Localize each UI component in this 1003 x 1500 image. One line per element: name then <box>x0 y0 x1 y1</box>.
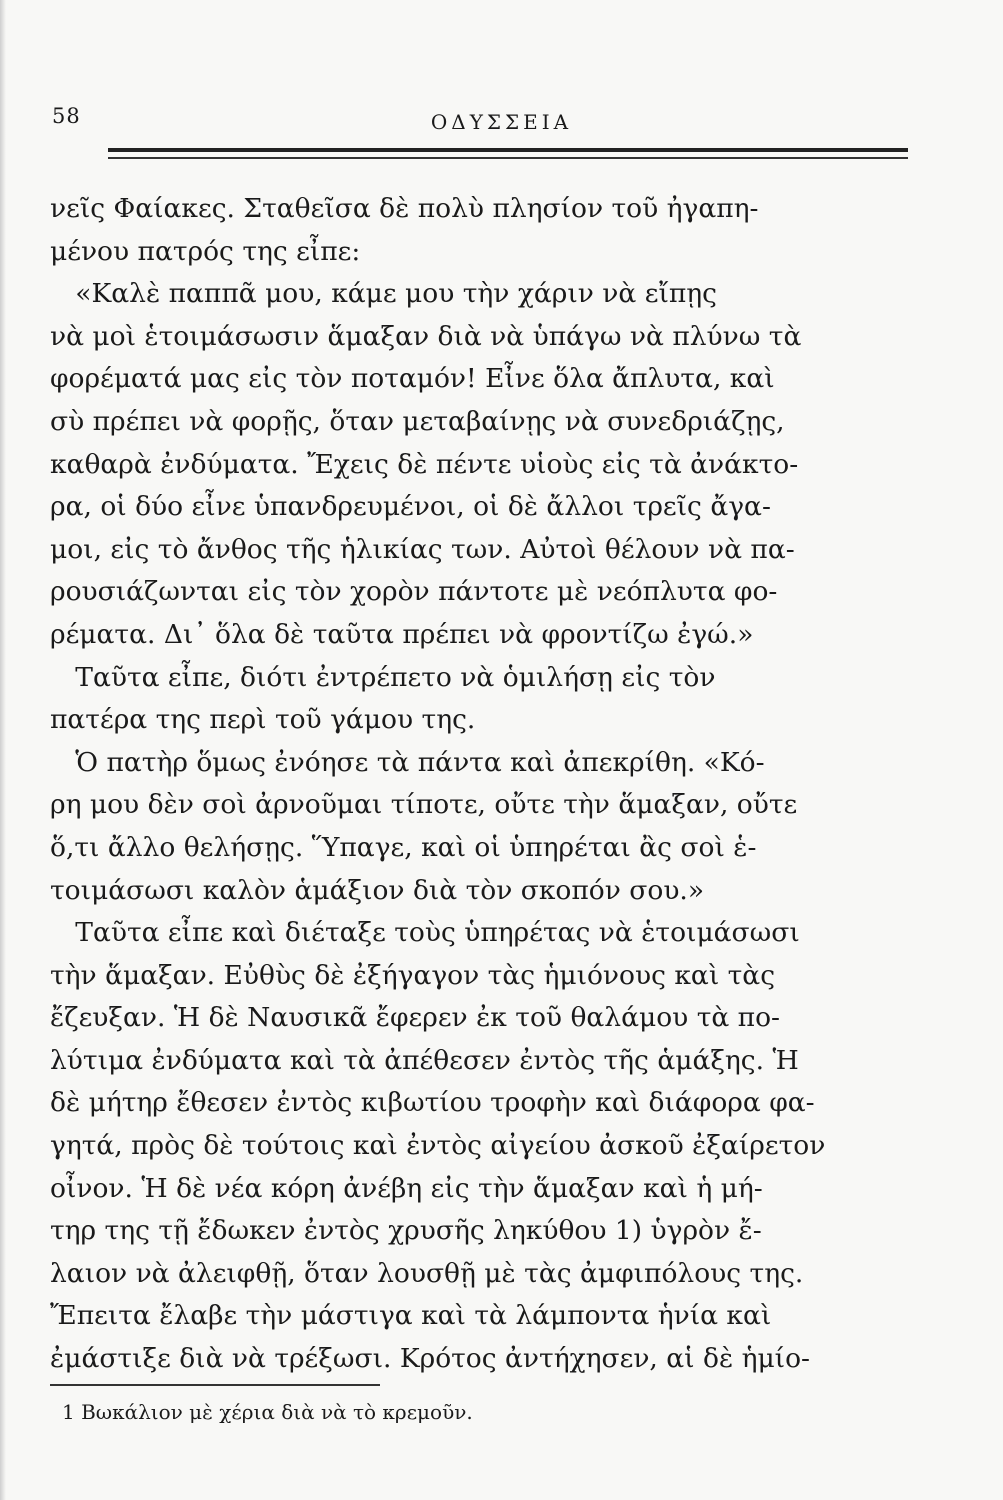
text-line: τηρ της τῇ ἔδωκεν ἐντὸς χρυσῆς ληκύθου 1) ὑγρὸν ἔ- <box>50 1215 762 1247</box>
text-line: λύτιμα ἐνδύματα καὶ τὰ ἀπέθεσεν ἐντὸς τῆς ἁμάξης. Ἡ <box>50 1044 799 1076</box>
text-line: τοιμάσωσι καλὸν ἁμάξιον διὰ τὸν σκοπόν σου.» <box>50 874 705 906</box>
page-gutter-shadow <box>0 0 6 1500</box>
text-line: μοι, εἰς τὸ ἄνθος τῆς ἡλικίας των. Αὐτοὶ θέλουν νὰ πα- <box>50 533 795 565</box>
text-line: ἔζευξαν. Ἡ δὲ Ναυσικᾶ ἔφερεν ἐκ τοῦ θαλάμου τὰ πο- <box>50 1002 780 1034</box>
text-line: λαιον νὰ ἀλειφθῇ, ὅταν λουσθῇ μὲ τὰς ἀμφιπόλους της. <box>50 1257 804 1289</box>
text-line: καθαρὰ ἐνδύματα. Ἔχεις δὲ πέντε υἱοὺς εἰς τὰ ἀνάκτο- <box>50 448 799 480</box>
text-line: μένου πατρός της εἶπε: <box>50 235 361 267</box>
text-line: Ἔπειτα ἔλαβε τὴν μάστιγα καὶ τὰ λάμποντα ἡνία καὶ <box>50 1300 772 1332</box>
body-text <box>50 188 910 1381</box>
text-line: νὰ μοὶ ἑτοιμάσωσιν ἅμαξαν διὰ νὰ ὑπάγω νὰ πλύνω τὰ <box>50 320 802 352</box>
text-line: νεῖς Φαίακες. Σταθεῖσα δὲ πολὺ πλησίον τοῦ ἠγαπη- <box>50 193 759 224</box>
text-line: σὺ πρέπει νὰ φορῇς, ὅταν μεταβαίνῃς νὰ συνεδριάζῃς, <box>50 405 785 437</box>
text-line: γητά, πρὸς δὲ τούτοις καὶ ἐντὸς αἰγείου ἀσκοῦ ἐξαίρετον <box>50 1130 826 1162</box>
text-line: Ταῦτα εἶπε καὶ διέταξε τοὺς ὑπηρέτας νὰ ἑτοιμάσωσι <box>50 917 800 949</box>
page-number: 58 <box>52 104 81 128</box>
footnote-rule <box>50 1384 380 1386</box>
text-line: ρα, οἱ δύο εἶνε ὑπανδρευμένοι, οἱ δὲ ἄλλοι τρεῖς ἄγα- <box>50 491 771 523</box>
text-line: «Καλὲ παππᾶ μου, κάμε μου τὴν χάριν νὰ εἴπῃς <box>50 278 717 310</box>
header-rule-thin <box>108 157 908 159</box>
text-line: ὅ,τι ἄλλο θελήσῃς. Ὕπαγε, καὶ οἱ ὑπηρέται ἂς σοὶ ἑ- <box>50 831 757 863</box>
footnote: 1 Βωκάλιον μὲ χέρια διὰ νὰ τὸ κρεμοῦν. <box>62 1400 473 1424</box>
text-line: τὴν ἅμαξαν. Εὐθὺς δὲ ἐξήγαγον τὰς ἡμιόνους καὶ τὰς <box>50 959 776 991</box>
text-line: ρέματα. Δι᾽ ὅλα δὲ ταῦτα πρέπει νὰ φροντίζω ἐγώ.» <box>50 618 754 650</box>
text-line: Ὁ πατὴρ ὅμως ἐνόησε τὰ πάντα καὶ ἀπεκρίθη. «Κό- <box>50 746 765 778</box>
text-line: ρη μου δὲν σοὶ ἀρνοῦμαι τίποτε, οὔτε τὴν ἅμαξαν, οὔτε <box>50 789 798 821</box>
text-line: πατέρα της περὶ τοῦ γάμου της. <box>50 704 476 736</box>
text-line: φορέματά μας εἰς τὸν ποταμόν! Εἶνε ὅλα ἄπλυτα, καὶ <box>50 363 775 395</box>
text-line: ἐμάστιξε διὰ νὰ τρέξωσι. Κρότος ἀντήχησεν, αἱ δὲ ἡμίο- <box>50 1343 810 1375</box>
header-rule-thick <box>108 148 908 152</box>
running-title: ΟΔΥΣΣΕΙΑ <box>430 110 573 134</box>
text-line: δὲ μήτηρ ἔθεσεν ἐντὸς κιβωτίου τροφὴν καὶ διάφορα φα- <box>50 1087 815 1119</box>
text-line: ρουσιάζωνται εἰς τὸν χορὸν πάντοτε μὲ νεόπλυτα φο- <box>50 576 778 608</box>
text-line: Ταῦτα εἶπε, διότι ἐντρέπετο νὰ ὁμιλήσῃ εἰς τὸν <box>50 661 716 693</box>
text-line: οἶνον. Ἡ δὲ νέα κόρη ἀνέβη εἰς τὴν ἅμαξαν καὶ ἡ μή- <box>50 1172 763 1204</box>
